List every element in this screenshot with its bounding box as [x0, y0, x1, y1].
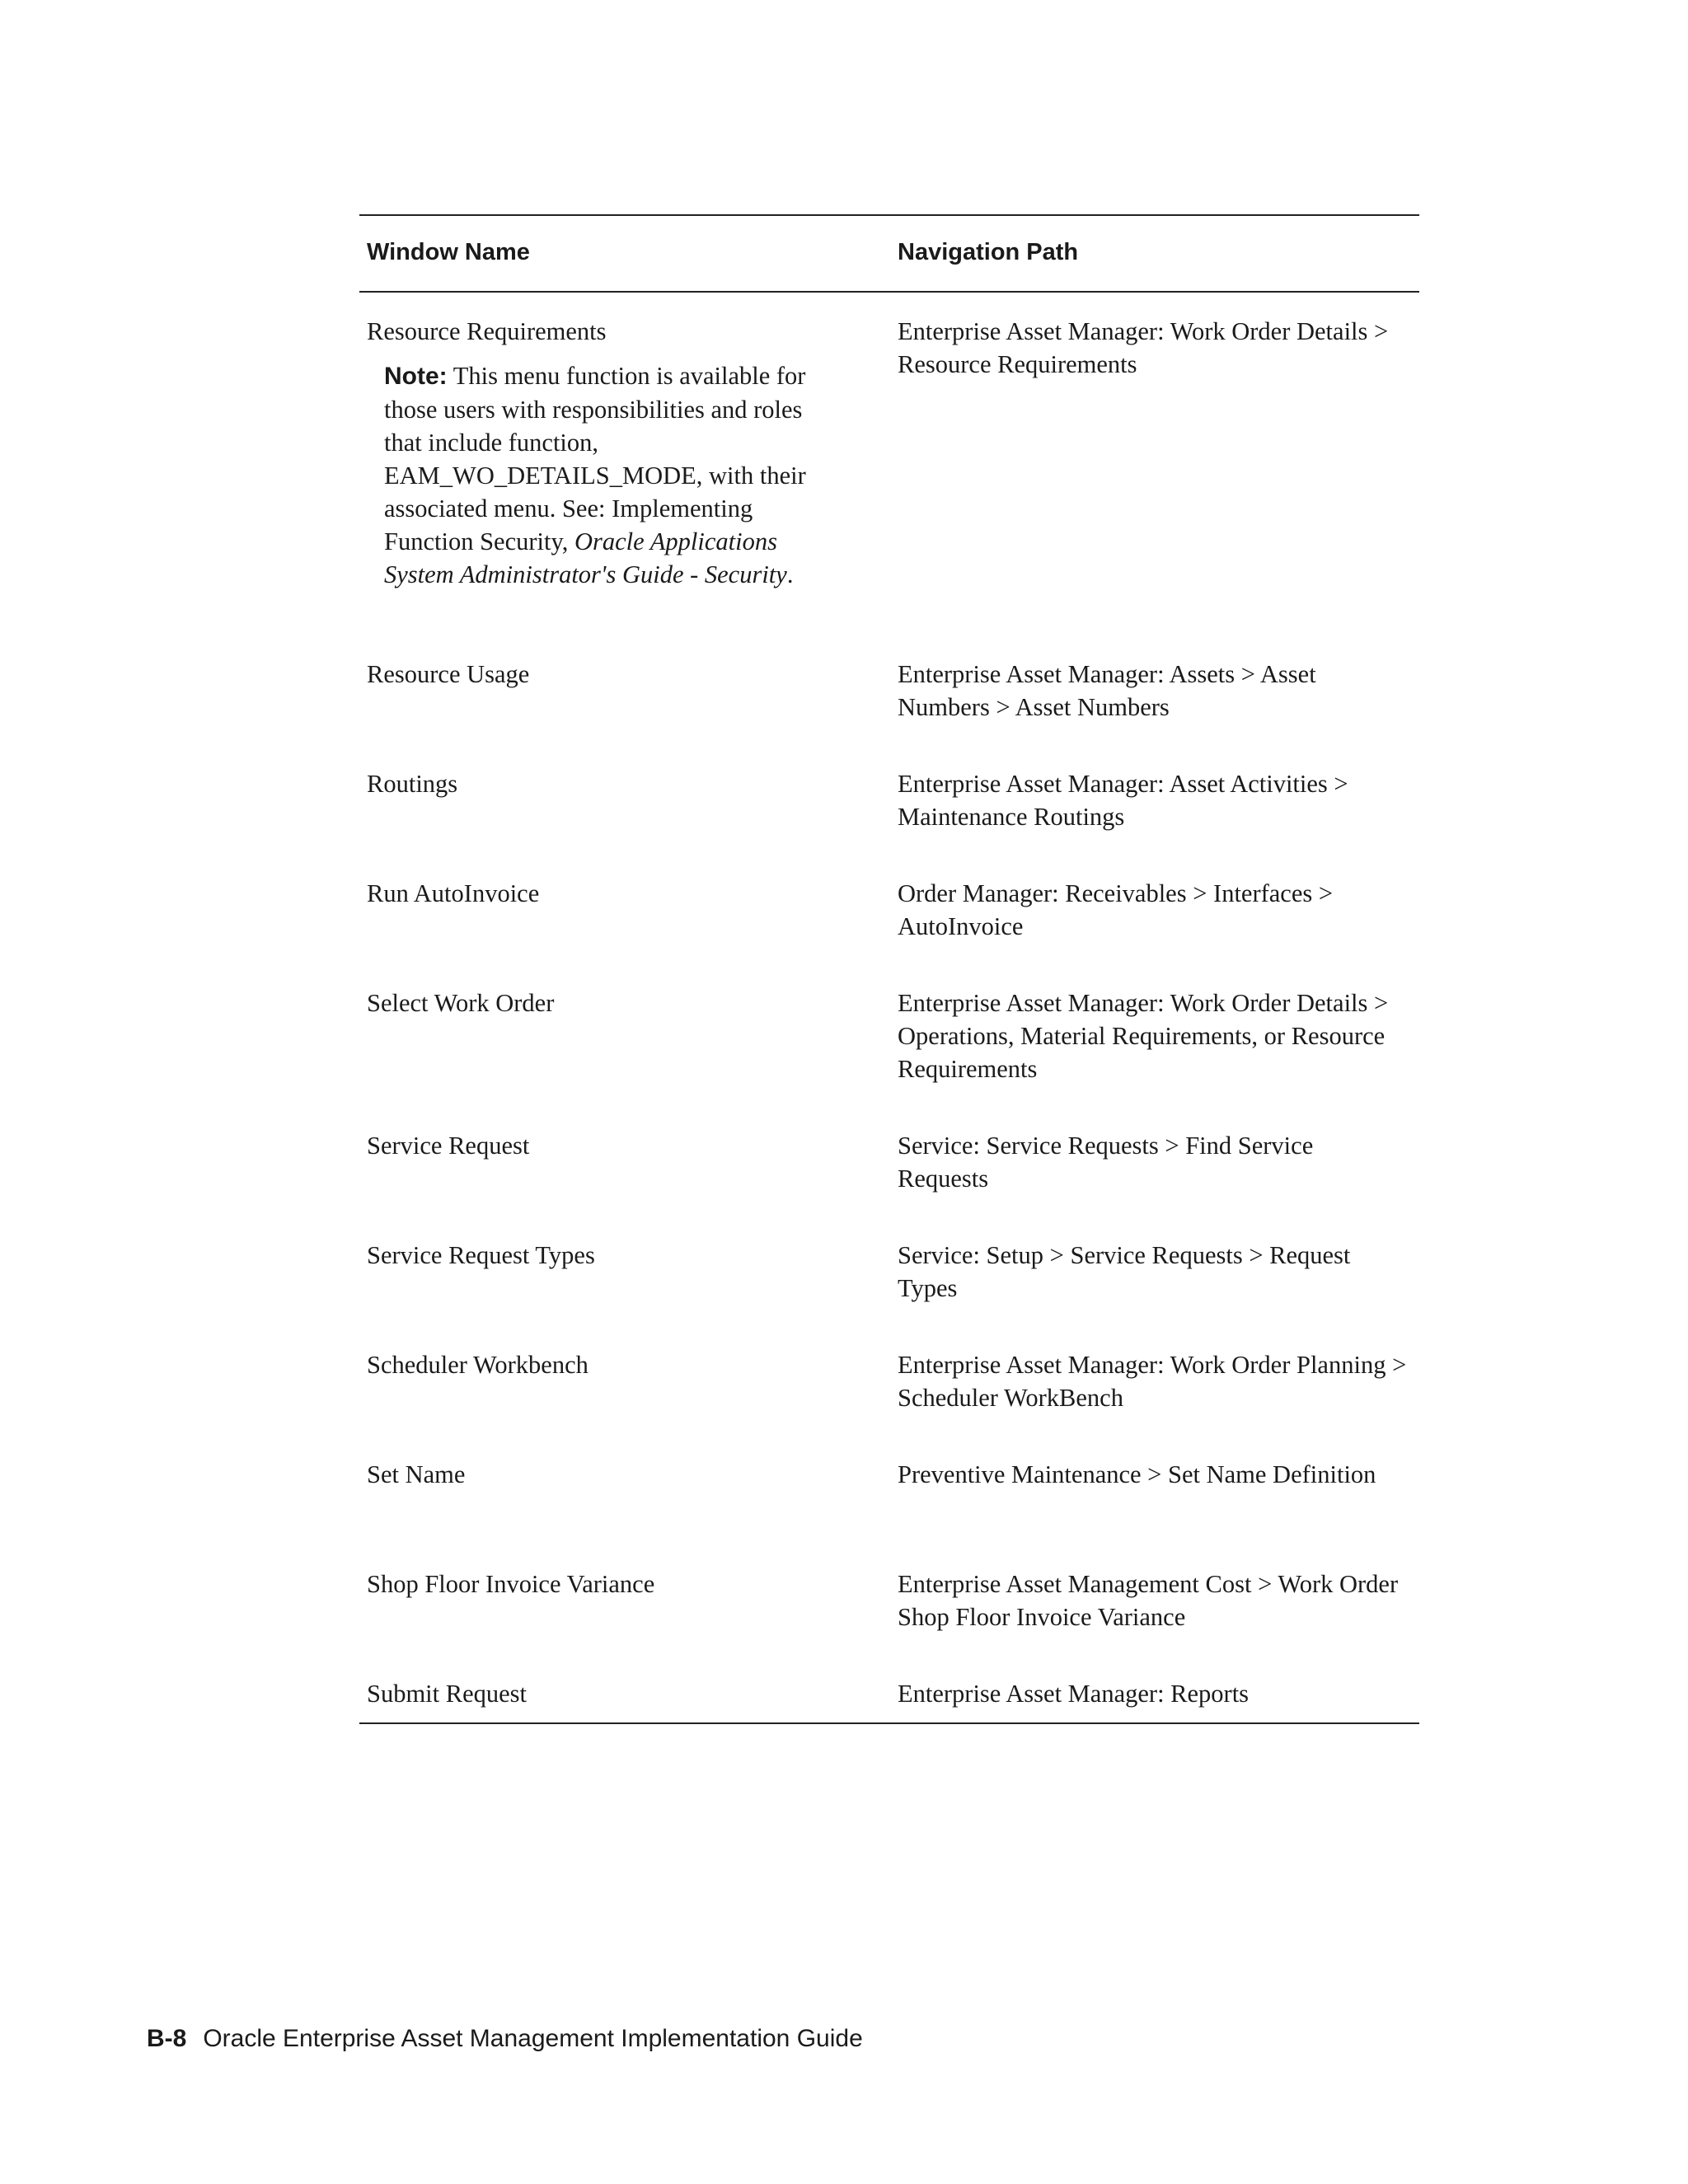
navigation-path-cell: Enterprise Asset Manager: Assets > Asset Numbers > Asset Numbers: [898, 660, 1316, 721]
window-name: Resource Usage: [367, 660, 530, 688]
table-body: [359, 293, 1419, 1722]
table-row: [359, 856, 1419, 966]
window-name: Run AutoInvoice: [367, 879, 540, 907]
note-reference-title: Oracle Applications System Administrator's Guide - Security: [384, 527, 787, 588]
navigation-path-cell: Enterprise Asset Manager: Asset Activities > Maintenance Routings: [898, 770, 1348, 831]
window-name: Scheduler Workbench: [367, 1351, 588, 1379]
table-header-row: [359, 216, 1419, 291]
navigation-path-cell: Enterprise Asset Manager: Work Order Details > Resource Requirements: [898, 317, 1389, 378]
window-name: Set Name: [367, 1460, 466, 1488]
table-bottom-rule: [359, 1722, 1419, 1724]
table-row: [359, 1657, 1419, 1722]
table-row: [359, 966, 1419, 1108]
window-name: Routings: [367, 770, 458, 798]
header-window-name: Window Name: [367, 239, 530, 265]
window-name: Service Request: [367, 1132, 530, 1160]
window-name: Shop Floor Invoice Variance: [367, 1570, 655, 1598]
window-name: Submit Request: [367, 1680, 528, 1708]
window-name: Select Work Order: [367, 989, 555, 1017]
table-row: [359, 1108, 1419, 1218]
navigation-paths-table: [359, 214, 1419, 1724]
window-name-cell: [367, 315, 861, 591]
table-row: [359, 637, 1419, 747]
table-row: [359, 1328, 1419, 1437]
page-number: B-8: [147, 2025, 187, 2052]
navigation-path-cell: Enterprise Asset Management Cost > Work Order Shop Floor Invoice Variance: [898, 1570, 1399, 1631]
table-row: [359, 293, 1419, 637]
navigation-path-cell: Enterprise Asset Manager: Work Order Details > Operations, Material Requirements, or Resource Requirements: [898, 989, 1389, 1083]
table-row: [359, 747, 1419, 856]
window-name: Resource Requirements: [367, 317, 607, 345]
navigation-path-cell: Service: Service Requests > Find Service Requests: [898, 1132, 1314, 1193]
note-block: [384, 359, 846, 591]
note-text: This menu function is available for those users with responsibilities and roles that include function, EAM_WO_DETAILS_MODE, with their associated menu. See: Implementing Function Security,: [384, 362, 806, 555]
table-row: [359, 1437, 1419, 1547]
table-row: [359, 1547, 1419, 1657]
window-name: Service Request Types: [367, 1241, 595, 1269]
header-navigation-path: Navigation Path: [898, 239, 1079, 265]
table-row: [359, 1218, 1419, 1328]
navigation-path-cell: Order Manager: Receivables > Interfaces > AutoInvoice: [898, 879, 1334, 940]
navigation-path-cell: Preventive Maintenance > Set Name Definition: [898, 1460, 1376, 1488]
page-footer: [147, 2024, 863, 2054]
navigation-path-cell: Service: Setup > Service Requests > Request Types: [898, 1241, 1351, 1302]
document-title: Oracle Enterprise Asset Management Implementation Guide: [203, 2025, 863, 2052]
navigation-path-cell: Enterprise Asset Manager: Reports: [898, 1680, 1250, 1708]
note-label: Note:: [384, 363, 448, 390]
navigation-path-cell: Enterprise Asset Manager: Work Order Planning > Scheduler WorkBench: [898, 1351, 1407, 1412]
note-end: .: [786, 560, 794, 588]
